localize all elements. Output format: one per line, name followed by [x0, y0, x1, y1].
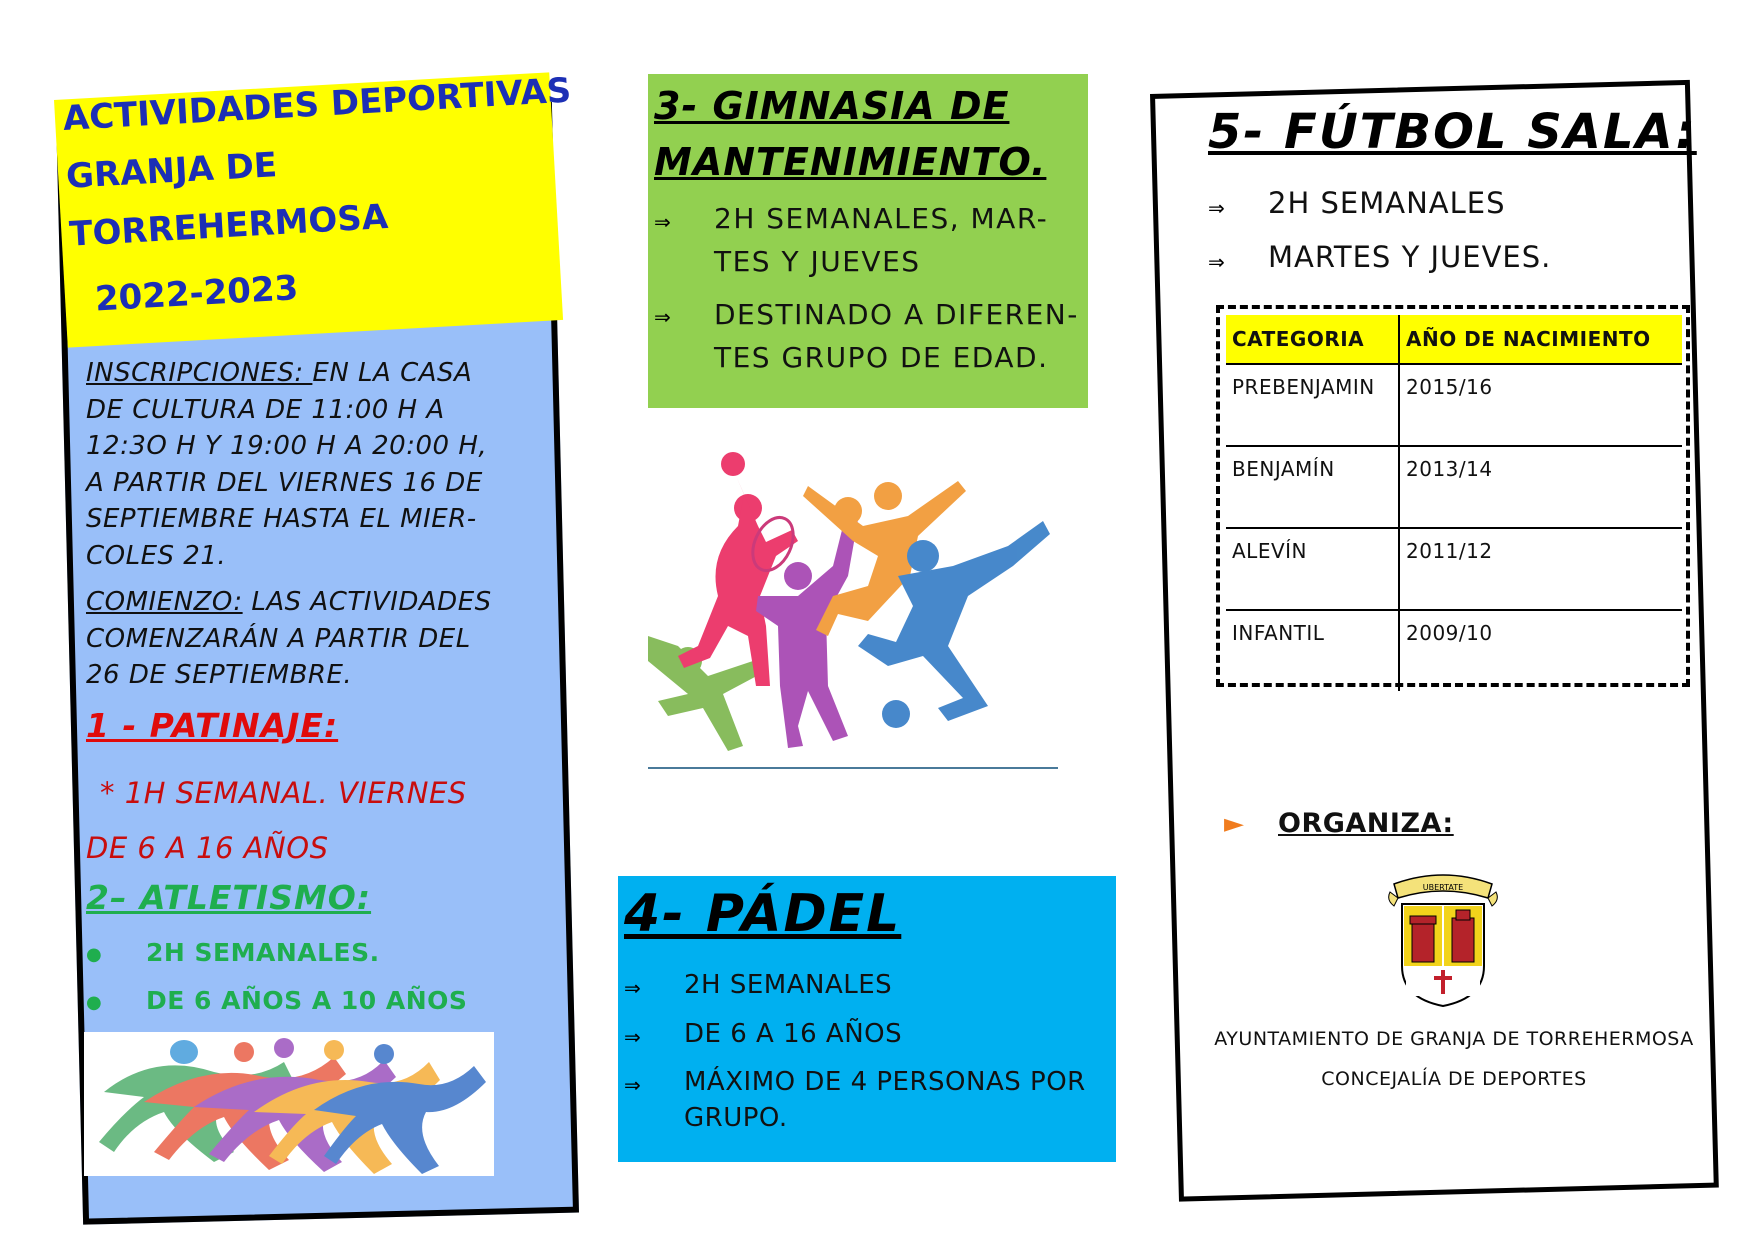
- inscripciones-line-6: COLES 21.: [86, 540, 227, 571]
- double-arrow-right-icon: ⇒: [654, 305, 671, 329]
- atletismo-item-text: DE 6 AÑOS A 10 AÑOS: [146, 986, 468, 1015]
- padel-item: 2H SEMANALES: [684, 970, 893, 1000]
- table-cell-categoria: ALEVÍN: [1226, 528, 1399, 610]
- inscripciones-block: [86, 355, 526, 574]
- table-row: [1226, 528, 1682, 610]
- gimnasia-item-1-line-1: 2H SEMANALES, MAR-: [714, 202, 1049, 235]
- table-row: [1226, 364, 1682, 446]
- gimnasia-title-line-1: 3- GIMNASIA DE: [654, 84, 1010, 128]
- patinaje-details: [86, 766, 467, 876]
- gimnasia-item: [714, 197, 1084, 283]
- inscripciones-line-5: SEPTIEMBRE HASTA EL MIER-: [86, 504, 477, 534]
- gimnasia-title-line-2: MANTENIMIENTO.: [654, 140, 1047, 184]
- futbol-item: 2H SEMANALES: [1268, 186, 1506, 220]
- column-header-categoria: CATEGORIA: [1226, 315, 1399, 364]
- double-arrow-right-icon: ⇒: [624, 1073, 641, 1097]
- double-arrow-right-icon: ⇒: [1208, 196, 1225, 220]
- ayuntamiento-text: AYUNTAMIENTO DE GRANJA DE TORREHERMOSA: [1214, 1028, 1694, 1050]
- table-row: [1226, 446, 1682, 528]
- organiza-label: ORGANIZA:: [1278, 808, 1454, 839]
- comienzo-line-3: 26 DE SEPTIEMBRE.: [86, 660, 353, 690]
- padel-item: MÁXIMO DE 4 PERSONAS POR GRUPO.: [684, 1067, 1086, 1133]
- table-cell-ano: 2015/16: [1399, 364, 1682, 446]
- table-cell-ano: 2009/10: [1406, 621, 1493, 645]
- gimnasia-title: [654, 78, 1084, 190]
- table-cell-categoria: BENJAMÍN: [1226, 446, 1399, 528]
- comienzo-line-1: LAS ACTIVIDADES: [242, 587, 492, 617]
- crest-motto: UBERTATE: [1422, 883, 1464, 892]
- futbol-title: 5- FÚTBOL SALA:: [1208, 104, 1697, 160]
- double-arrow-right-icon: ⇒: [654, 210, 671, 234]
- atletismo-item: [86, 986, 467, 1015]
- title-line-1: ACTIVIDADES DEPORTIVAS: [61, 70, 573, 139]
- table-cell-ano: 2011/12: [1399, 528, 1682, 610]
- concejalia-text: CONCEJALÍA DE DEPORTES: [1321, 1068, 1587, 1090]
- gimnasia-item-2-line-2: TES GRUPO DE EDAD.: [714, 341, 1049, 374]
- inscripciones-line-4: A PARTIR DEL VIERNES 16 DE: [86, 467, 483, 498]
- title-line-3: TORREHERMOSA: [68, 197, 390, 255]
- organiza-heading: [1224, 808, 1454, 839]
- double-arrow-right-icon: ⇒: [624, 1025, 641, 1049]
- patinaje-title: 1 - PATINAJE:: [86, 706, 339, 745]
- inscripciones-line-3: 12:3O H Y 19:00 H A 20:00 H,: [86, 431, 488, 461]
- comienzo-line-2: COMENZARÁN A PARTIR DEL: [86, 623, 471, 654]
- atletismo-title: 2– ATLETISMO:: [86, 878, 372, 917]
- double-arrow-right-icon: ⇒: [624, 976, 641, 1000]
- padel-title: 4- PÁDEL: [624, 884, 902, 944]
- inscripciones-line-2: DE CULTURA DE 11:00 H A: [86, 394, 445, 425]
- gimnasia-item-2-line-1: DESTINADO A DIFEREN-: [714, 298, 1079, 331]
- coat-of-arms-logo: [1384, 870, 1502, 1010]
- comienzo-block: [86, 584, 526, 694]
- page-title: [61, 70, 573, 341]
- table-header-row: [1226, 315, 1682, 364]
- table-cell-categoria: INFANTIL: [1226, 610, 1399, 691]
- runners-image: [84, 1032, 494, 1176]
- bullet-dot-icon: ●: [86, 991, 103, 1013]
- title-year: 2022-2023: [93, 268, 300, 320]
- column-header-ano: AÑO DE NACIMIENTO: [1399, 315, 1682, 364]
- atletismo-item-text: 2H SEMANALES.: [146, 938, 380, 967]
- atletismo-item: [86, 938, 380, 967]
- category-table-frame: [1216, 305, 1690, 687]
- title-line-2: GRANJA DE: [65, 145, 279, 197]
- patinaje-line-1: * 1H SEMANAL. VIERNES: [100, 776, 467, 810]
- table-cell-categoria: PREBENJAMIN: [1226, 364, 1399, 446]
- table-row: [1226, 610, 1682, 691]
- gimnasia-item: [714, 293, 1084, 379]
- bullet-dot-icon: ●: [86, 943, 103, 965]
- inscripciones-line-1: EN LA CASA: [312, 358, 473, 388]
- patinaje-line-2: DE 6 A 16 AÑOS: [86, 831, 329, 865]
- gimnasia-item-1-line-2: TES Y JUEVES: [714, 245, 921, 278]
- futbol-item: MARTES Y JUEVES.: [1268, 240, 1552, 274]
- inscripciones-label: INSCRIPCIONES:: [86, 358, 313, 388]
- play-arrow-icon: ►: [1224, 809, 1244, 839]
- padel-item: DE 6 A 16 AÑOS: [684, 1019, 903, 1049]
- comienzo-label: COMIENZO:: [86, 587, 243, 617]
- double-arrow-right-icon: ⇒: [1208, 250, 1225, 274]
- category-table: [1226, 315, 1682, 691]
- table-cell-ano: 2013/14: [1399, 446, 1682, 528]
- sports-silhouettes-image: [648, 446, 1128, 786]
